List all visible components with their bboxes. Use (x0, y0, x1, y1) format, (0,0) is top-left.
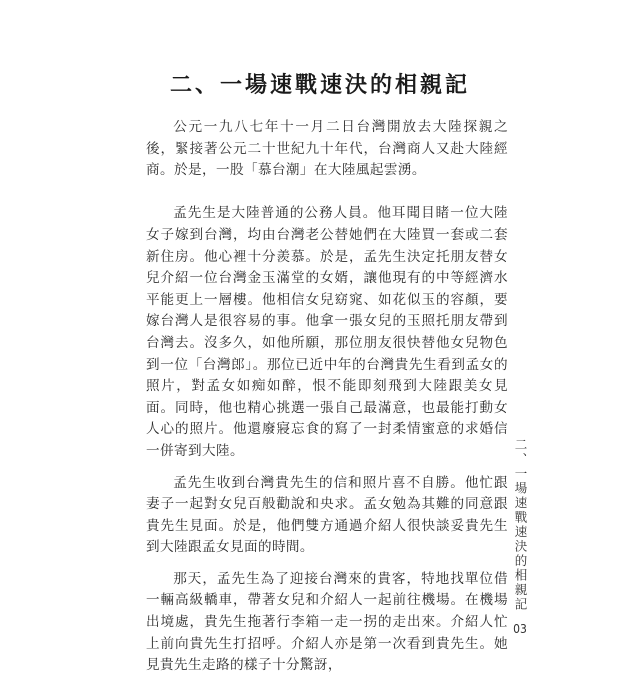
paragraph-3: 孟先生收到台灣貴先生的信和照片喜不自勝。他忙跟妻子一起對女兒百般勸說和央求。孟女勉為其難的同意跟貴先生見面。於是，他們雙方通過介紹人很快談妥貴先生到大陸跟孟女見面的時間。 (146, 474, 508, 556)
chapter-title: 二、一場速戰速決的相親記 (169, 72, 470, 98)
paragraph-4: 那天，孟先生為了迎接台灣來的貴客，特地找單位借一輛高級轎車，帶著女兒和介紹人一起前往機場。在機場出境處，貴先生拖著行李箱一走一拐的走出來。介紹人忙上前向貴先生打招呼。介紹人亦是第一次看到貴先生。她見貴先生走路的樣子十分驚訝， (146, 570, 508, 674)
paragraph-1: 公元一九八七年十一月二日台灣開放去大陸探親之後，緊接著公元二十世紀九十年代，台灣商人又赴大陸經商。於是，一股「慕台潮」在大陸風起雲湧。 (146, 119, 508, 179)
side-running-head (510, 438, 530, 636)
paragraph-2: 孟先生是大陸普通的公務人員。他耳聞目睹一位大陸女子嫁到台灣，均由台灣老公替她們在大陸買一套或二套新住房。他心裡十分羨慕。於是，孟先生決定托朋友替女兒介紹一位台灣金玉滿堂的女婿，讓他現有的中等經濟水平能更上一層樓。他相信女兒窈窕、如花似玉的容顏，要嫁台灣人是很容易的事。他拿一張女兒的玉照托朋友帶到台灣去。沒多久，如他所願，那位朋友很快替他女兒物色到一位「台灣郎」。那位已近中年的台灣貴先生看到孟女的照片，對孟女如痴如醉，恨不能即刻飛到大陸跟美女見面。同時，他也精心挑選一張自己最滿意，也最能打動女人心的照片。他還廢寢忘食的寫了一封柔情蜜意的求婚信一併寄到大陸。 (146, 205, 508, 459)
running-head-title: 二、一場速戰速決的相親記 (513, 438, 528, 612)
body-text (146, 117, 508, 687)
page-number: 03 (513, 622, 527, 636)
